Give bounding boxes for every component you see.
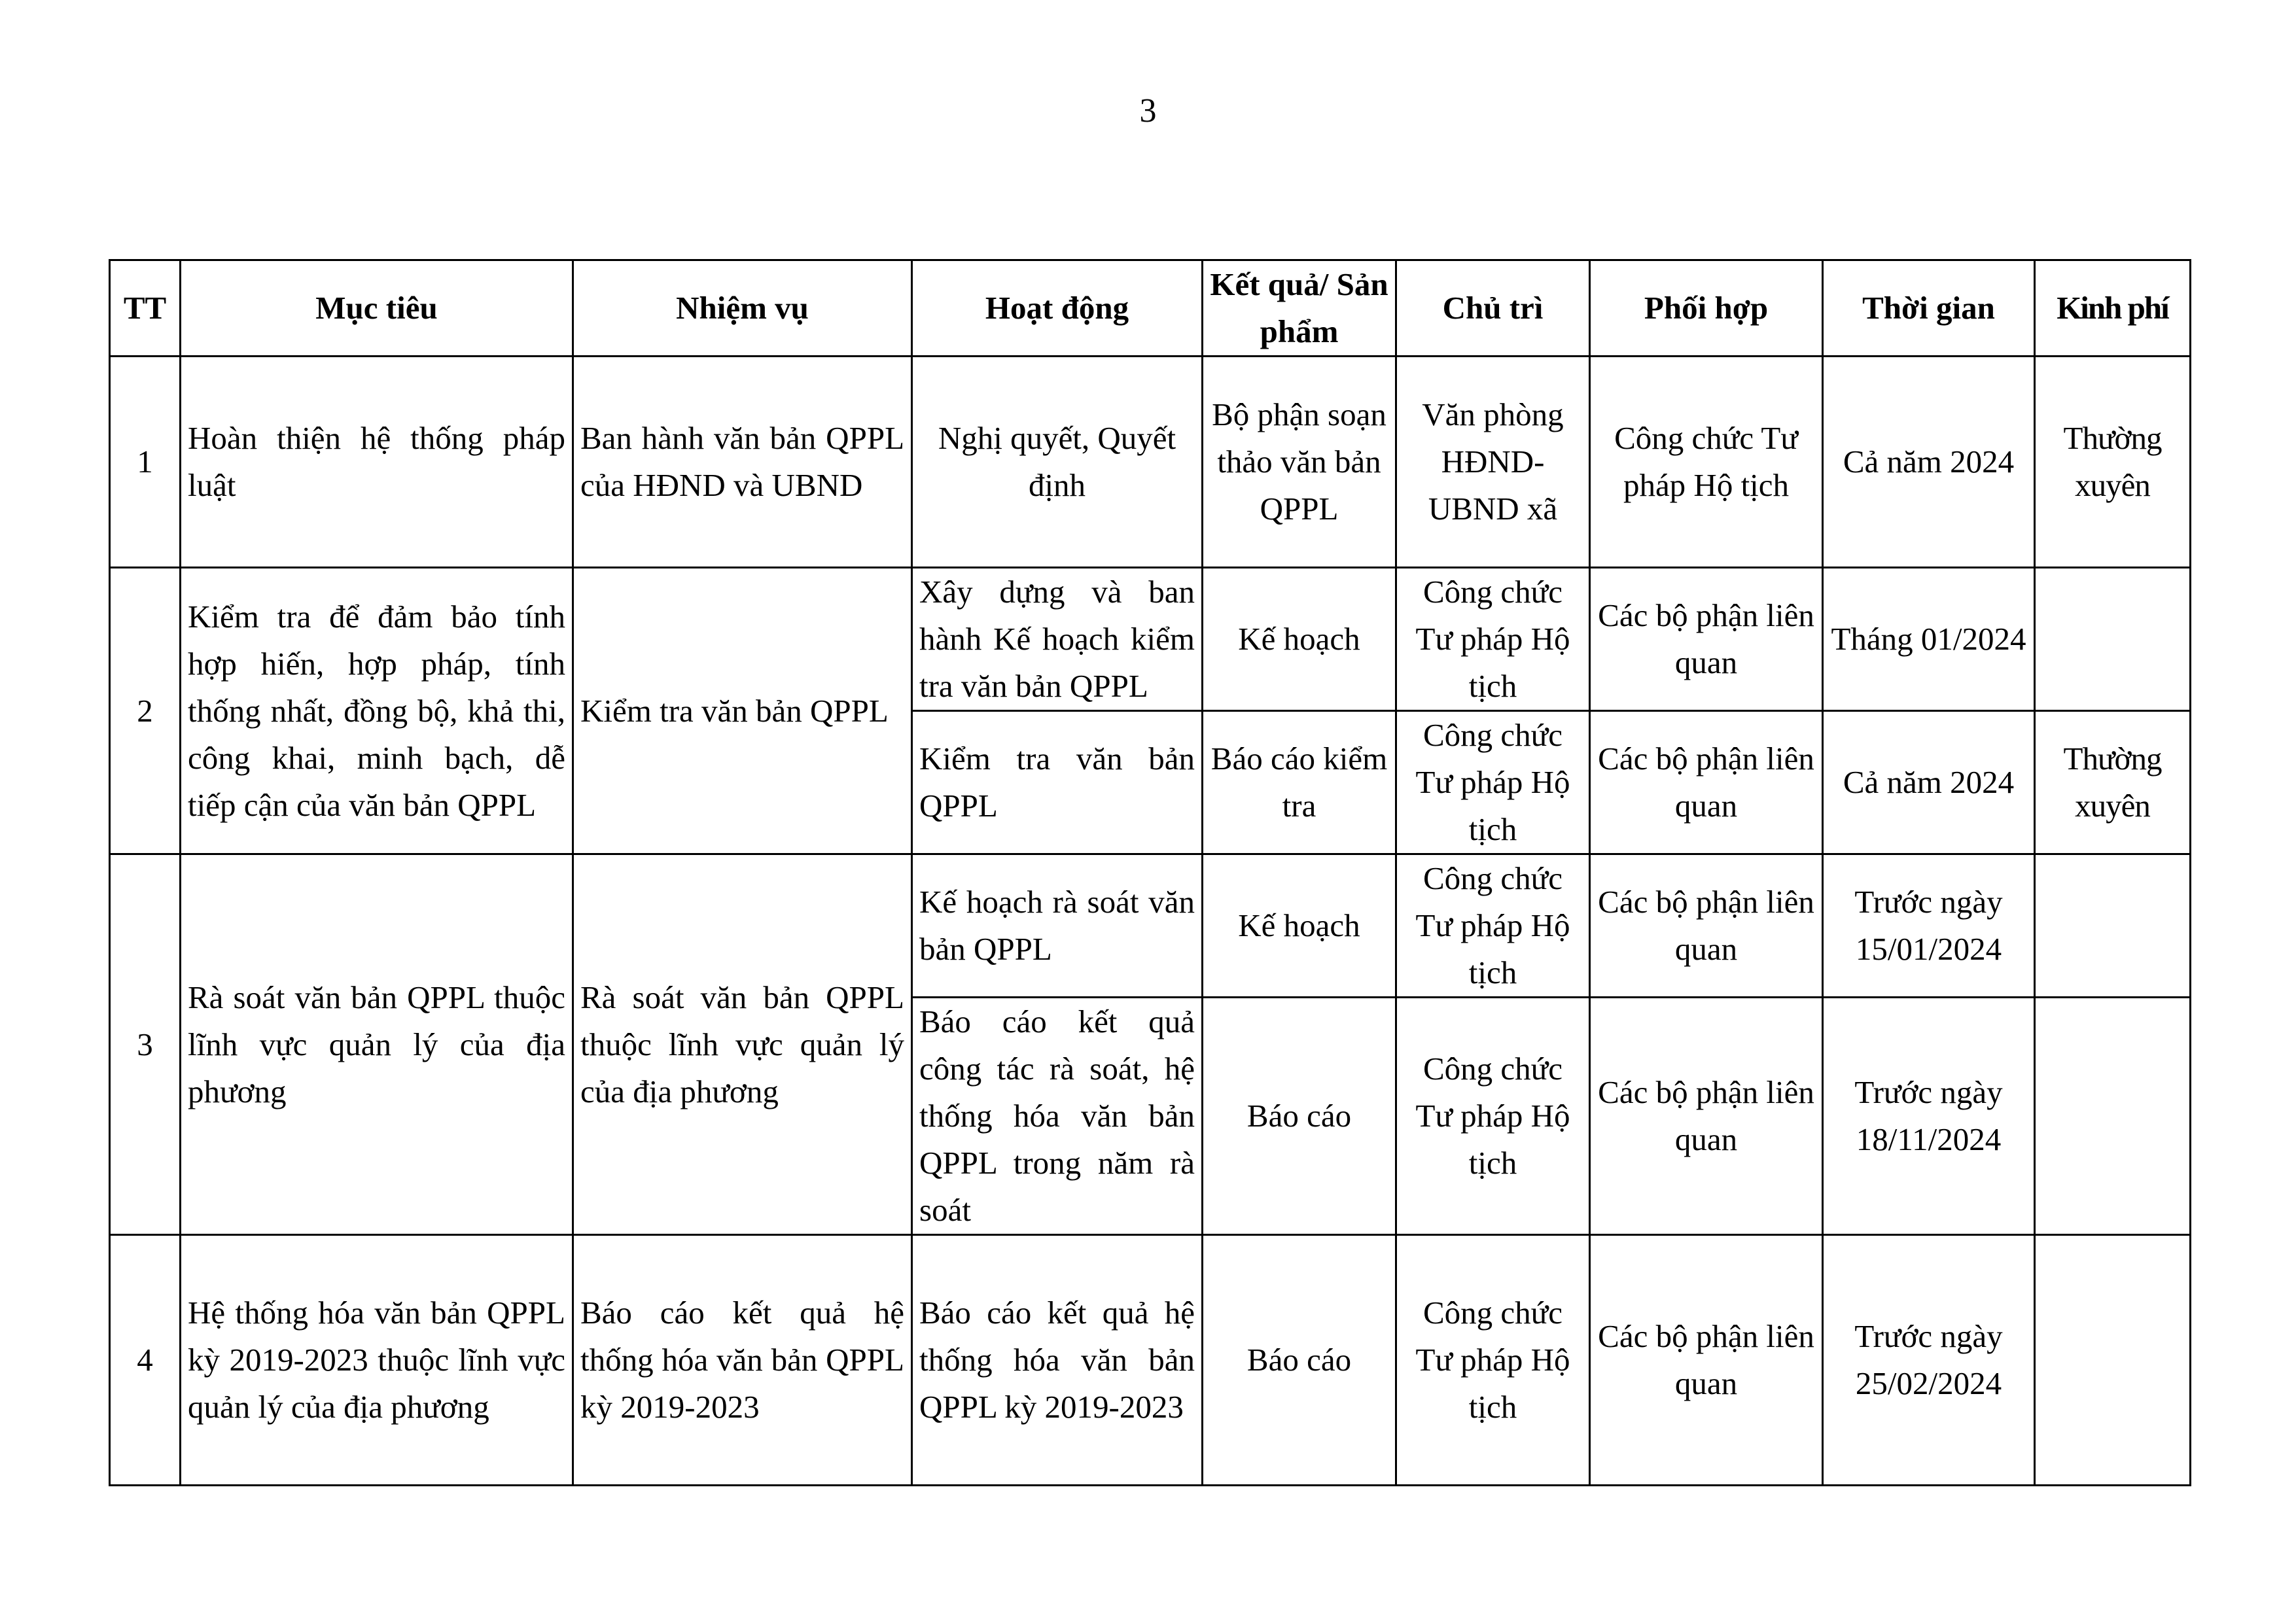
cell-ket-qua: Báo cáo kiểm tra [1203, 711, 1396, 854]
cell-hoat-dong: Kế hoạch rà soát văn bản QPPL [912, 854, 1203, 998]
cell-chu-tri: Công chức Tư pháp Hộ tịch [1396, 711, 1590, 854]
cell-thoi-gian: Trước ngày 18/11/2024 [1823, 998, 2035, 1235]
header-ket-qua: Kết quả/ Sản phẩm [1203, 260, 1396, 357]
page-number: 3 [1139, 92, 1157, 130]
cell-muc-tieu: Hệ thống hóa văn bản QPPL kỳ 2019-2023 thuộc lĩnh vực quản lý của địa phương [181, 1235, 573, 1486]
cell-tt: 4 [110, 1235, 181, 1486]
cell-thoi-gian: Cả năm 2024 [1823, 711, 2035, 854]
header-tt: TT [110, 260, 181, 357]
cell-nhiem-vu: Ban hành văn bản QPPL của HĐND và UBND [573, 357, 912, 568]
cell-thoi-gian: Trước ngày 25/02/2024 [1823, 1235, 2035, 1486]
header-thoi-gian: Thời gian [1823, 260, 2035, 357]
cell-phoi-hop: Các bộ phận liên quan [1590, 568, 1823, 711]
table-row [110, 1235, 2191, 1486]
cell-phoi-hop: Công chức Tư pháp Hộ tịch [1590, 357, 1823, 568]
cell-hoat-dong: Xây dựng và ban hành Kế hoạch kiểm tra văn bản QPPL [912, 568, 1203, 711]
cell-kinh-phi [2035, 854, 2191, 998]
plan-table [109, 259, 2191, 1486]
cell-phoi-hop: Các bộ phận liên quan [1590, 1235, 1823, 1486]
cell-muc-tieu: Kiểm tra để đảm bảo tính hợp hiến, hợp pháp, tính thống nhất, đồng bộ, khả thi, công khai, minh bạch, dễ tiếp cận của văn bản QPPL [181, 568, 573, 854]
cell-kinh-phi [2035, 1235, 2191, 1486]
table-row [110, 357, 2191, 568]
cell-thoi-gian: Tháng 01/2024 [1823, 568, 2035, 711]
cell-ket-qua: Bộ phận soạn thảo văn bản QPPL [1203, 357, 1396, 568]
cell-hoat-dong: Báo cáo kết quả hệ thống hóa văn bản QPPL kỳ 2019-2023 [912, 1235, 1203, 1486]
cell-muc-tieu: Rà soát văn bản QPPL thuộc lĩnh vực quản lý của địa phương [181, 854, 573, 1235]
cell-chu-tri: Công chức Tư pháp Hộ tịch [1396, 998, 1590, 1235]
cell-nhiem-vu: Rà soát văn bản QPPL thuộc lĩnh vực quản lý của địa phương [573, 854, 912, 1235]
cell-hoat-dong: Báo cáo kết quả công tác rà soát, hệ thống hóa văn bản QPPL trong năm rà soát [912, 998, 1203, 1235]
table-row [110, 854, 2191, 998]
cell-chu-tri: Công chức Tư pháp Hộ tịch [1396, 1235, 1590, 1486]
cell-nhiem-vu: Báo cáo kết quả hệ thống hóa văn bản QPPL kỳ 2019-2023 [573, 1235, 912, 1486]
cell-muc-tieu: Hoàn thiện hệ thống pháp luật [181, 357, 573, 568]
cell-thoi-gian: Cả năm 2024 [1823, 357, 2035, 568]
cell-tt: 1 [110, 357, 181, 568]
header-nhiem-vu: Nhiệm vụ [573, 260, 912, 357]
cell-phoi-hop: Các bộ phận liên quan [1590, 854, 1823, 998]
header-hoat-dong: Hoạt động [912, 260, 1203, 357]
cell-hoat-dong: Kiểm tra văn bản QPPL [912, 711, 1203, 854]
cell-ket-qua: Báo cáo [1203, 1235, 1396, 1486]
cell-tt: 3 [110, 854, 181, 1235]
header-kinh-phi: Kinh phí [2035, 260, 2191, 357]
cell-hoat-dong: Nghị quyết, Quyết định [912, 357, 1203, 568]
cell-phoi-hop: Các bộ phận liên quan [1590, 711, 1823, 854]
cell-nhiem-vu: Kiểm tra văn bản QPPL [573, 568, 912, 854]
cell-chu-tri: Công chức Tư pháp Hộ tịch [1396, 854, 1590, 998]
header-phoi-hop: Phối hợp [1590, 260, 1823, 357]
cell-kinh-phi: Thường xuyên [2035, 711, 2191, 854]
cell-kinh-phi [2035, 568, 2191, 711]
cell-thoi-gian: Trước ngày 15/01/2024 [1823, 854, 2035, 998]
cell-ket-qua: Kế hoạch [1203, 854, 1396, 998]
cell-tt: 2 [110, 568, 181, 854]
cell-chu-tri: Công chức Tư pháp Hộ tịch [1396, 568, 1590, 711]
cell-phoi-hop: Các bộ phận liên quan [1590, 998, 1823, 1235]
table-row [110, 568, 2191, 711]
cell-ket-qua: Kế hoạch [1203, 568, 1396, 711]
cell-chu-tri: Văn phòng HĐND- UBND xã [1396, 357, 1590, 568]
header-muc-tieu: Mục tiêu [181, 260, 573, 357]
cell-ket-qua: Báo cáo [1203, 998, 1396, 1235]
cell-kinh-phi: Thường xuyên [2035, 357, 2191, 568]
cell-kinh-phi [2035, 998, 2191, 1235]
header-chu-tri: Chủ trì [1396, 260, 1590, 357]
header-row [110, 260, 2191, 357]
